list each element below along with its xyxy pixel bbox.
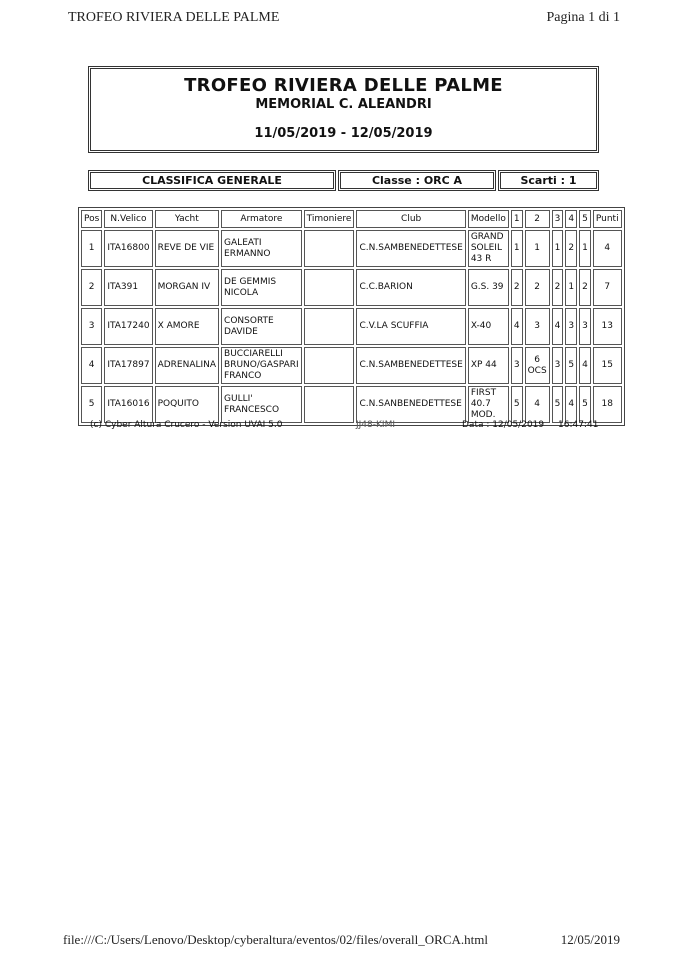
scarti-label: Scarti : 1 — [498, 170, 599, 191]
print-header-page: Pagina 1 di 1 — [546, 10, 620, 25]
model-cell: GRAND SOLEIL 43 R — [468, 230, 509, 267]
event-title-box — [88, 66, 599, 153]
points-cell: 18 — [593, 386, 622, 423]
event-title: TROFEO RIVIERA DELLE PALME — [184, 75, 503, 96]
print-header-title: TROFEO RIVIERA DELLE PALME — [68, 10, 280, 25]
race-2-cell: 3 — [525, 308, 550, 345]
owner-cell: CONSORTE DAVIDE — [221, 308, 302, 345]
club-cell: C.N.SAMBENEDETTESE — [356, 347, 465, 384]
points-cell: 15 — [593, 347, 622, 384]
header-cell: 2 — [525, 210, 550, 228]
classifica-label: CLASSIFICA GENERALE — [88, 170, 336, 191]
table-row — [81, 269, 622, 306]
header-cell: Yacht — [155, 210, 219, 228]
sail-number-cell: ITA16800 — [104, 230, 152, 267]
pos-cell: 1 — [81, 230, 102, 267]
race-3-cell: 1 — [552, 230, 564, 267]
model-cell: XP 44 — [468, 347, 509, 384]
software-code: JJ48-KIMI — [356, 420, 395, 430]
yacht-cell: REVE DE VIE — [155, 230, 219, 267]
club-cell: C.N.SANBENEDETTESE — [356, 386, 465, 423]
helmsman-cell — [304, 269, 355, 306]
header-cell: Punti — [593, 210, 622, 228]
owner-cell: GULLI' FRANCESCO — [221, 386, 302, 423]
yacht-cell: ADRENALINA — [155, 347, 219, 384]
helmsman-cell — [304, 308, 355, 345]
header-cell: 3 — [552, 210, 564, 228]
event-subtitle: MEMORIAL C. ALEANDRI — [255, 97, 432, 112]
header-cell: Armatore — [221, 210, 302, 228]
owner-cell: DE GEMMIS NICOLA — [221, 269, 302, 306]
software-credit: (c) Cyber Altura Crucero - Version UVAI 5.0 — [90, 420, 283, 430]
model-cell: G.S. 39 — [468, 269, 509, 306]
classe-label: Classe : ORC A — [338, 170, 496, 191]
race-5-cell: 1 — [579, 230, 591, 267]
points-cell: 13 — [593, 308, 622, 345]
yacht-cell: MORGAN IV — [155, 269, 219, 306]
pos-cell: 4 — [81, 347, 102, 384]
race-1-cell: 1 — [511, 230, 523, 267]
race-4-cell: 1 — [565, 269, 577, 306]
race-4-cell: 2 — [565, 230, 577, 267]
file-path: file:///C:/Users/Lenovo/Desktop/cyberaltura/eventos/02/files/overall_ORCA.html — [63, 932, 488, 947]
pos-cell: 3 — [81, 308, 102, 345]
sail-number-cell: ITA17240 — [104, 308, 152, 345]
header-cell: Modello — [468, 210, 509, 228]
model-cell: FIRST 40.7 MOD. — [468, 386, 509, 423]
helmsman-cell — [304, 347, 355, 384]
helmsman-cell — [304, 386, 355, 423]
race-1-cell: 4 — [511, 308, 523, 345]
club-cell: C.V.LA SCUFFIA — [356, 308, 465, 345]
print-date: 12/05/2019 — [560, 932, 620, 947]
points-cell: 4 — [593, 230, 622, 267]
report-time: 16:47:41 — [558, 420, 599, 430]
header-cell: 5 — [579, 210, 591, 228]
race-4-cell: 5 — [565, 347, 577, 384]
points-cell: 7 — [593, 269, 622, 306]
print-footer — [63, 932, 620, 952]
table-row — [81, 347, 622, 384]
pos-cell: 5 — [81, 386, 102, 423]
header-cell: Timoniere — [304, 210, 355, 228]
results-footer — [90, 420, 610, 432]
race-1-cell: 2 — [511, 269, 523, 306]
header-cell: Club — [356, 210, 465, 228]
club-cell: C.C.BARION — [356, 269, 465, 306]
pos-cell: 2 — [81, 269, 102, 306]
event-dates: 11/05/2019 - 12/05/2019 — [254, 126, 433, 141]
table-row — [81, 386, 622, 423]
owner-cell: BUCCIARELLI BRUNO/GASPARI FRANCO — [221, 347, 302, 384]
race-4-cell: 3 — [565, 308, 577, 345]
race-3-cell: 2 — [552, 269, 564, 306]
classification-info — [88, 170, 599, 191]
helmsman-cell — [304, 230, 355, 267]
model-cell: X-40 — [468, 308, 509, 345]
race-5-cell: 3 — [579, 308, 591, 345]
club-cell: C.N.SAMBENEDETTESE — [356, 230, 465, 267]
table-header-row — [81, 210, 622, 228]
race-5-cell: 2 — [579, 269, 591, 306]
race-4-cell: 4 — [565, 386, 577, 423]
race-2-cell: 6 OCS — [525, 347, 550, 384]
report-date: Data : 12/05/2019 — [462, 420, 545, 430]
race-1-cell: 5 — [511, 386, 523, 423]
owner-cell: GALEATI ERMANNO — [221, 230, 302, 267]
table-row — [81, 230, 622, 267]
race-3-cell: 3 — [552, 347, 564, 384]
race-1-cell: 3 — [511, 347, 523, 384]
yacht-cell: POQUITO — [155, 386, 219, 423]
race-5-cell: 4 — [579, 347, 591, 384]
results-table — [78, 207, 625, 426]
race-3-cell: 5 — [552, 386, 564, 423]
race-2-cell: 4 — [525, 386, 550, 423]
race-2-cell: 1 — [525, 230, 550, 267]
header-cell: 4 — [565, 210, 577, 228]
race-2-cell: 2 — [525, 269, 550, 306]
race-3-cell: 4 — [552, 308, 564, 345]
header-cell: N.Velico — [104, 210, 152, 228]
sail-number-cell: ITA16016 — [104, 386, 152, 423]
sail-number-cell: ITA391 — [104, 269, 152, 306]
race-5-cell: 5 — [579, 386, 591, 423]
header-cell: 1 — [511, 210, 523, 228]
header-cell: Pos — [81, 210, 102, 228]
yacht-cell: X AMORE — [155, 308, 219, 345]
table-row — [81, 308, 622, 345]
sail-number-cell: ITA17897 — [104, 347, 152, 384]
print-header — [68, 10, 620, 30]
